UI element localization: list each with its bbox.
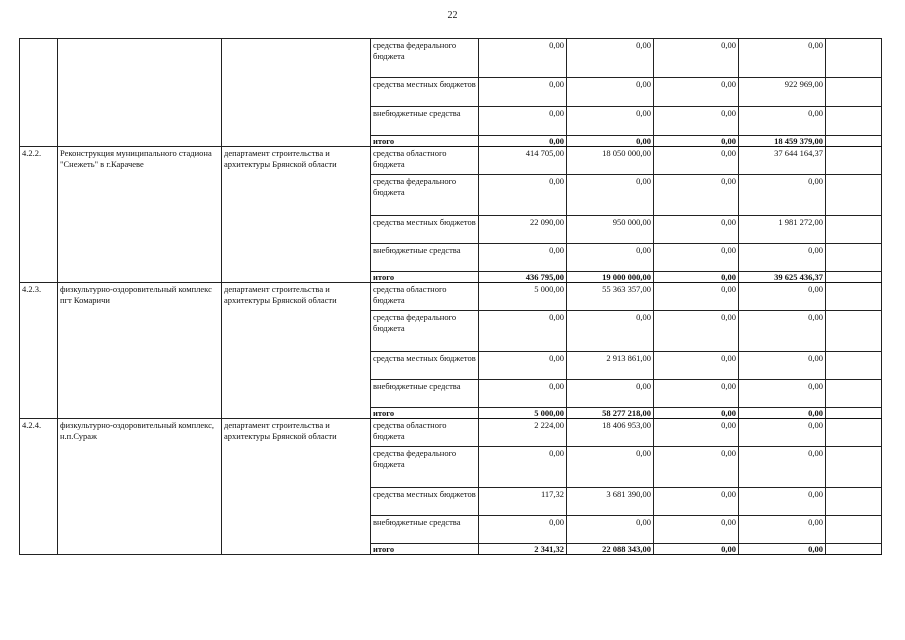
table-row: [20, 147, 882, 175]
amount-col-4: 0,00: [739, 283, 826, 311]
amount-col-1: 2 341,32: [479, 544, 567, 555]
amount-col-2: 0,00: [567, 175, 654, 216]
amount-col-4: 0,00: [739, 419, 826, 447]
amount-col-4: 0,00: [739, 488, 826, 516]
amount-col-3: 0,00: [654, 136, 739, 147]
amount-col-3: 0,00: [654, 244, 739, 272]
amount-col-2: 22 088 343,00: [567, 544, 654, 555]
table-row: [20, 39, 882, 78]
amount-col-2: 0,00: [567, 380, 654, 408]
empty-cell: [826, 175, 882, 216]
funding-source: средства местных бюджетов: [371, 488, 479, 516]
amount-col-1: 436 795,00: [479, 272, 567, 283]
funding-source: внебюджетные средства: [371, 516, 479, 544]
amount-col-1: 0,00: [479, 39, 567, 78]
empty-cell: [826, 352, 882, 380]
funding-source: средства федерального бюджета: [371, 39, 479, 78]
amount-col-4: 0,00: [739, 39, 826, 78]
amount-col-2: 0,00: [567, 107, 654, 136]
funding-source: средства областного бюджета: [371, 419, 479, 447]
amount-col-4: 922 969,00: [739, 78, 826, 107]
amount-col-1: 22 090,00: [479, 216, 567, 244]
amount-col-3: 0,00: [654, 39, 739, 78]
funding-source: внебюджетные средства: [371, 244, 479, 272]
amount-col-4: 18 459 379,00: [739, 136, 826, 147]
amount-col-1: 5 000,00: [479, 283, 567, 311]
empty-cell: [826, 147, 882, 175]
amount-col-3: 0,00: [654, 352, 739, 380]
amount-col-1: 0,00: [479, 175, 567, 216]
item-code: [20, 39, 58, 147]
amount-col-2: 3 681 390,00: [567, 488, 654, 516]
empty-cell: [826, 419, 882, 447]
empty-cell: [826, 311, 882, 352]
amount-col-1: 0,00: [479, 516, 567, 544]
budget-table: [19, 38, 882, 555]
funding-source: итого: [371, 408, 479, 419]
table-row: [20, 283, 882, 311]
amount-col-1: 2 224,00: [479, 419, 567, 447]
amount-col-1: 0,00: [479, 311, 567, 352]
amount-col-3: 0,00: [654, 408, 739, 419]
empty-cell: [826, 283, 882, 311]
amount-col-3: 0,00: [654, 311, 739, 352]
funding-source: средства местных бюджетов: [371, 352, 479, 380]
item-code: 4.2.4.: [20, 419, 58, 555]
amount-col-1: 117,32: [479, 488, 567, 516]
amount-col-1: 5 000,00: [479, 408, 567, 419]
amount-col-2: 0,00: [567, 311, 654, 352]
amount-col-2: 18 050 000,00: [567, 147, 654, 175]
amount-col-3: 0,00: [654, 283, 739, 311]
table-row: [20, 419, 882, 447]
item-executor: департамент строительства и архитектуры Брянской области: [222, 283, 371, 419]
empty-cell: [826, 447, 882, 488]
item-code: 4.2.2.: [20, 147, 58, 283]
amount-col-1: 0,00: [479, 352, 567, 380]
budget-table-body: [20, 39, 882, 555]
item-name: [58, 39, 222, 147]
funding-source: средства федерального бюджета: [371, 175, 479, 216]
empty-cell: [826, 244, 882, 272]
amount-col-2: 2 913 861,00: [567, 352, 654, 380]
amount-col-4: 0,00: [739, 352, 826, 380]
empty-cell: [826, 488, 882, 516]
amount-col-4: 0,00: [739, 516, 826, 544]
funding-source: внебюджетные средства: [371, 107, 479, 136]
amount-col-1: 0,00: [479, 107, 567, 136]
empty-cell: [826, 272, 882, 283]
amount-col-4: 0,00: [739, 544, 826, 555]
amount-col-1: 0,00: [479, 244, 567, 272]
amount-col-2: 55 363 357,00: [567, 283, 654, 311]
amount-col-3: 0,00: [654, 516, 739, 544]
empty-cell: [826, 216, 882, 244]
amount-col-4: 0,00: [739, 244, 826, 272]
amount-col-4: 0,00: [739, 311, 826, 352]
amount-col-1: 0,00: [479, 78, 567, 107]
funding-source: внебюджетные средства: [371, 380, 479, 408]
amount-col-2: 950 000,00: [567, 216, 654, 244]
funding-source: итого: [371, 544, 479, 555]
amount-col-2: 0,00: [567, 78, 654, 107]
item-executor: [222, 39, 371, 147]
amount-col-3: 0,00: [654, 544, 739, 555]
item-code: 4.2.3.: [20, 283, 58, 419]
amount-col-3: 0,00: [654, 78, 739, 107]
amount-col-3: 0,00: [654, 147, 739, 175]
amount-col-4: 37 644 164,37: [739, 147, 826, 175]
amount-col-3: 0,00: [654, 107, 739, 136]
amount-col-2: 18 406 953,00: [567, 419, 654, 447]
amount-col-1: 0,00: [479, 447, 567, 488]
item-name: физкультурно-оздоровительный комплекс, н.п.Сураж: [58, 419, 222, 555]
amount-col-4: 0,00: [739, 408, 826, 419]
amount-col-1: 0,00: [479, 380, 567, 408]
amount-col-2: 0,00: [567, 447, 654, 488]
amount-col-3: 0,00: [654, 175, 739, 216]
empty-cell: [826, 39, 882, 78]
amount-col-1: 414 705,00: [479, 147, 567, 175]
amount-col-4: 0,00: [739, 447, 826, 488]
funding-source: итого: [371, 136, 479, 147]
amount-col-3: 0,00: [654, 488, 739, 516]
page-number: 22: [447, 10, 458, 21]
item-executor: департамент строительства и архитектуры Брянской области: [222, 147, 371, 283]
amount-col-2: 0,00: [567, 136, 654, 147]
funding-source: итого: [371, 272, 479, 283]
amount-col-4: 0,00: [739, 380, 826, 408]
empty-cell: [826, 107, 882, 136]
item-executor: департамент строительства и архитектуры Брянской области: [222, 419, 371, 555]
amount-col-3: 0,00: [654, 419, 739, 447]
amount-col-2: 0,00: [567, 516, 654, 544]
empty-cell: [826, 544, 882, 555]
funding-source: средства федерального бюджета: [371, 447, 479, 488]
funding-source: средства федерального бюджета: [371, 311, 479, 352]
amount-col-4: 1 981 272,00: [739, 216, 826, 244]
funding-source: средства областного бюджета: [371, 283, 479, 311]
funding-source: средства областного бюджета: [371, 147, 479, 175]
amount-col-2: 0,00: [567, 244, 654, 272]
item-name: Реконструкция муниципального стадиона "Снежеть" в г.Карачеве: [58, 147, 222, 283]
amount-col-2: 58 277 218,00: [567, 408, 654, 419]
empty-cell: [826, 516, 882, 544]
amount-col-4: 0,00: [739, 175, 826, 216]
amount-col-3: 0,00: [654, 272, 739, 283]
empty-cell: [826, 78, 882, 107]
funding-source: средства местных бюджетов: [371, 216, 479, 244]
amount-col-4: 39 625 436,37: [739, 272, 826, 283]
item-name: физкультурно-оздоровительный комплекс пгт Комаричи: [58, 283, 222, 419]
funding-source: средства местных бюджетов: [371, 78, 479, 107]
amount-col-3: 0,00: [654, 216, 739, 244]
empty-cell: [826, 408, 882, 419]
amount-col-2: 0,00: [567, 39, 654, 78]
amount-col-4: 0,00: [739, 107, 826, 136]
empty-cell: [826, 380, 882, 408]
empty-cell: [826, 136, 882, 147]
amount-col-2: 19 000 000,00: [567, 272, 654, 283]
amount-col-3: 0,00: [654, 380, 739, 408]
amount-col-1: 0,00: [479, 136, 567, 147]
amount-col-3: 0,00: [654, 447, 739, 488]
